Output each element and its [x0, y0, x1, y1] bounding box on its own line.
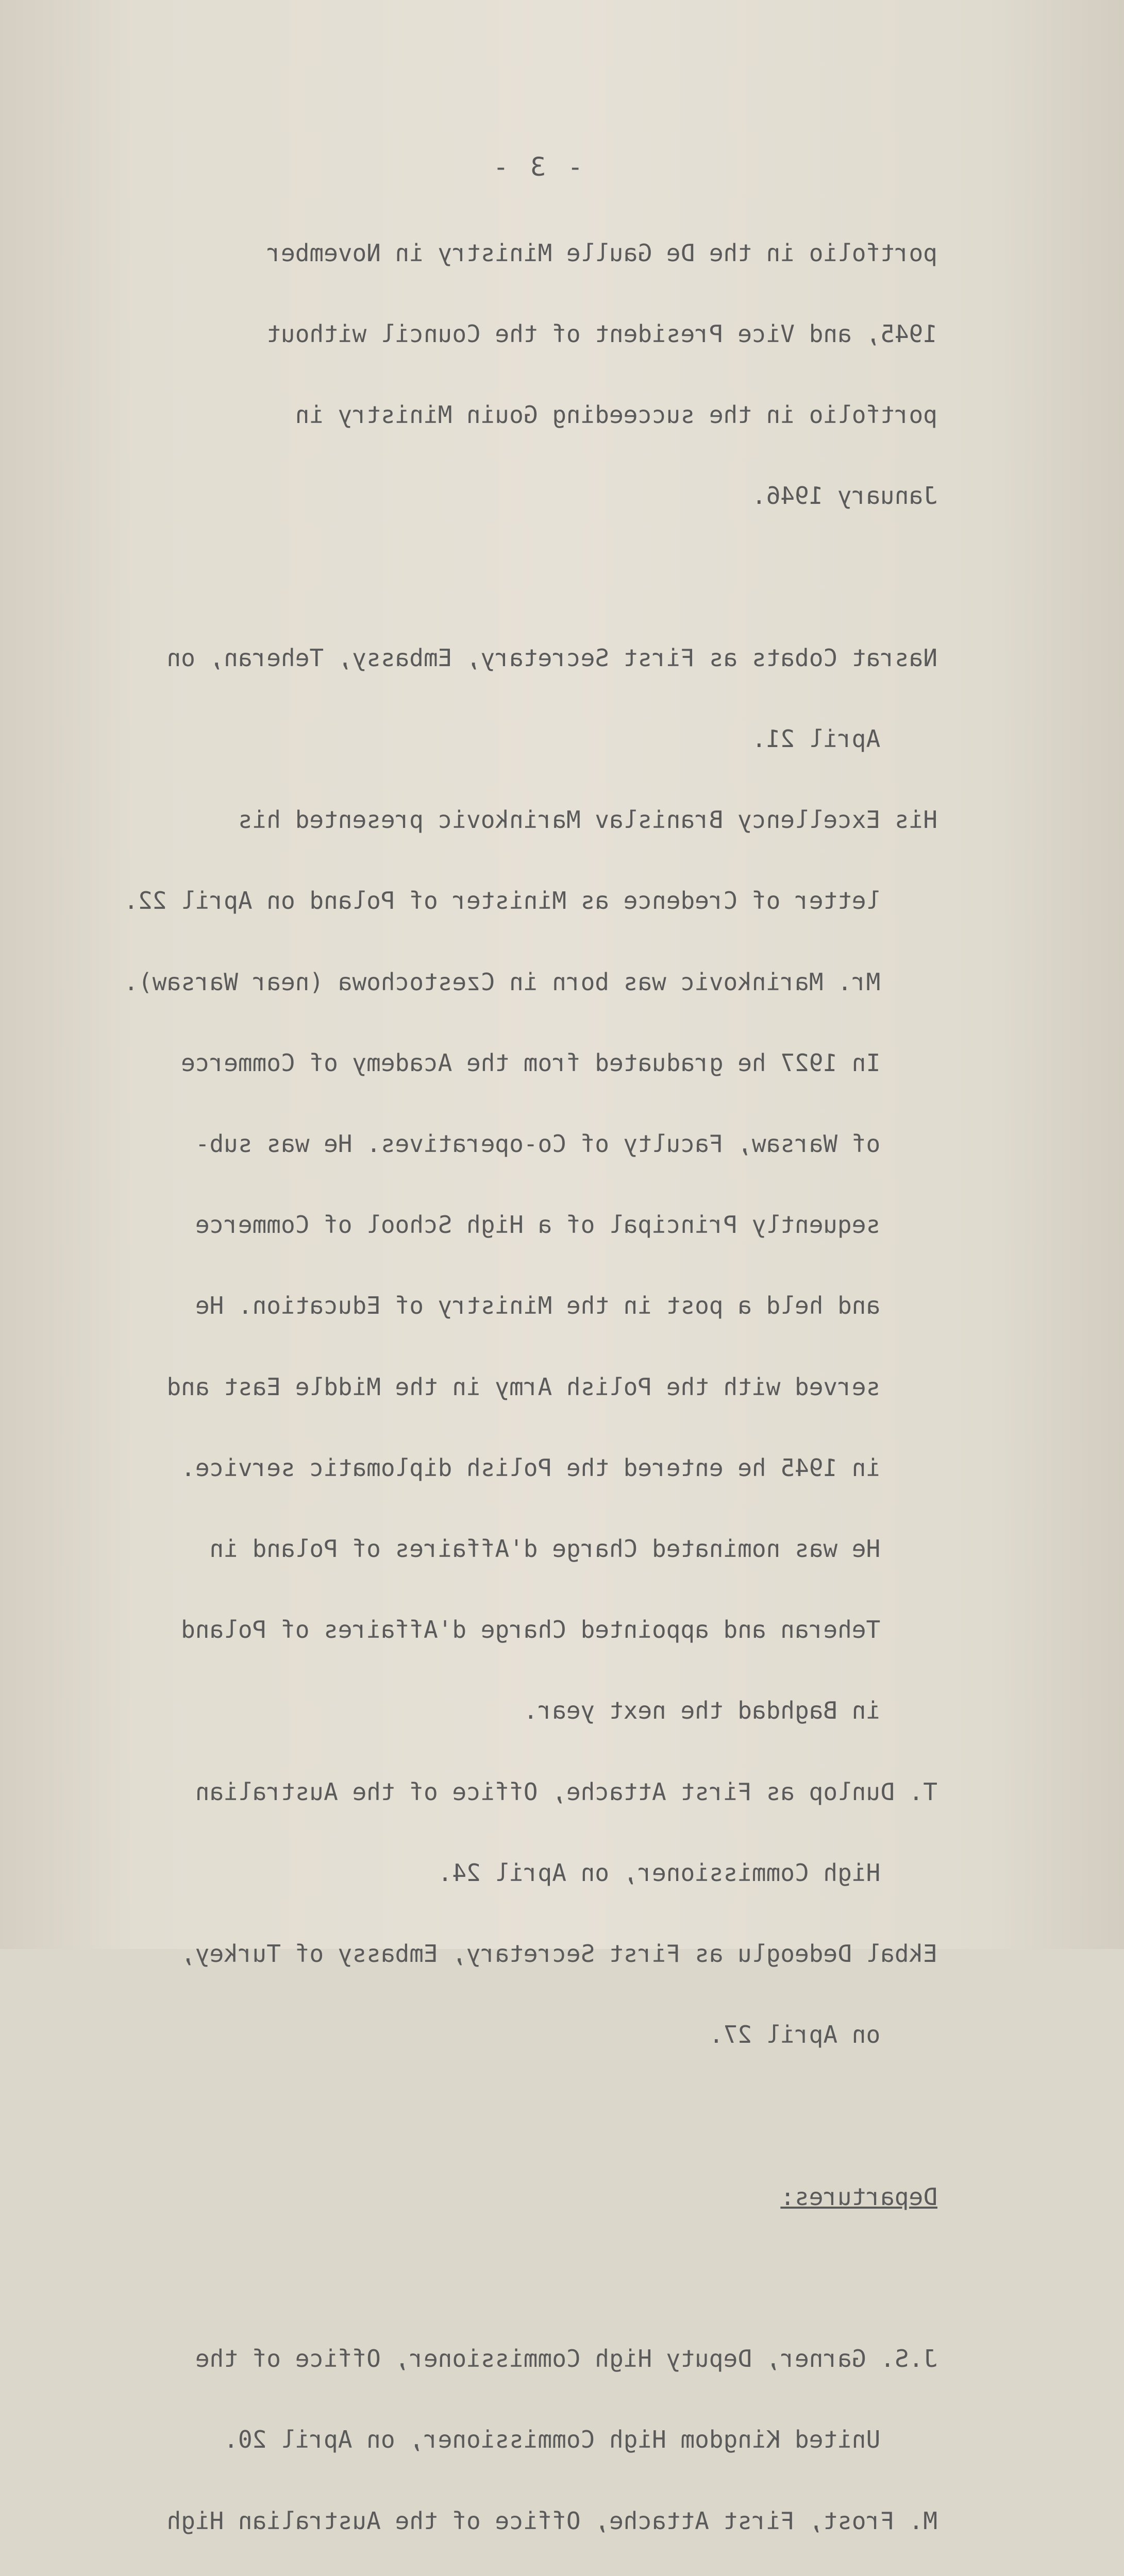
text-line: and held a post in the Ministry of Education. He [195, 1292, 937, 1320]
page-number: - 3 - [490, 152, 583, 182]
text-line: in 1945 he entered the Polish diplomatic service. [181, 1453, 937, 1482]
text-line: Teheran and appointed Charge d'Affaires of Poland [181, 1616, 937, 1644]
text-line: portfolio in the De Gaulle Ministry in November [266, 239, 937, 267]
departures-heading: Departures: [780, 2182, 937, 2211]
text-line: Nasrat Cobats as First Secretary, Embassy, Teheran, on [166, 643, 937, 672]
blank-line [51, 2102, 937, 2129]
text-line: 1945, and Vice President of the Council without [266, 320, 937, 348]
text-line: J.S. Garner, Deputy High Commissioner, Office of the [195, 2345, 937, 2373]
text-line: of Warsaw, Faculty of Co-operatives. He was sub- [195, 1130, 937, 1158]
text-line: in Baghdad the next year. [523, 1697, 937, 1725]
text-line: Mr. Marinkovic was born in Czestochowa (near Warsaw). [124, 968, 937, 996]
text-line: Ekbal Dedeoglu as First Secretary, Embassy of Turkey, [181, 1940, 937, 1968]
text-line: letter of Credence as Minister of Poland on April 22. [124, 887, 937, 915]
text-line: on April 27. [709, 2021, 937, 2049]
text-line: January 1946. [751, 482, 937, 510]
text-line: His Excellency Branislav Marinkovic presented his [238, 806, 937, 834]
text-line: sequently Principal of a High School of Commerce [195, 1211, 937, 1239]
text-line: High Commissioner, on April 24. [438, 1858, 937, 1887]
blank-line [51, 2264, 937, 2291]
text-line: April 21. [751, 725, 937, 753]
text-line: In 1927 he graduated from the Academy of Commerce [181, 1048, 937, 1077]
text-line: M. Frost, First Attache, Office of the Australian High [166, 2506, 937, 2535]
document-body [51, 185, 937, 2576]
text-line: served with the Polish Army in the Middle East and [166, 1372, 937, 1401]
blank-line [51, 564, 937, 590]
text-line: He was nominated Charge d'Affaires of Poland in [209, 1535, 937, 1563]
text-line: United Kingdom High Commissioner, on April 20. [224, 2426, 937, 2454]
text-line: portfolio in the succeeding Gouin Ministry in [295, 401, 937, 429]
text-line: T. Dunlop as First Attache, Office of the Australian [195, 1777, 937, 1806]
